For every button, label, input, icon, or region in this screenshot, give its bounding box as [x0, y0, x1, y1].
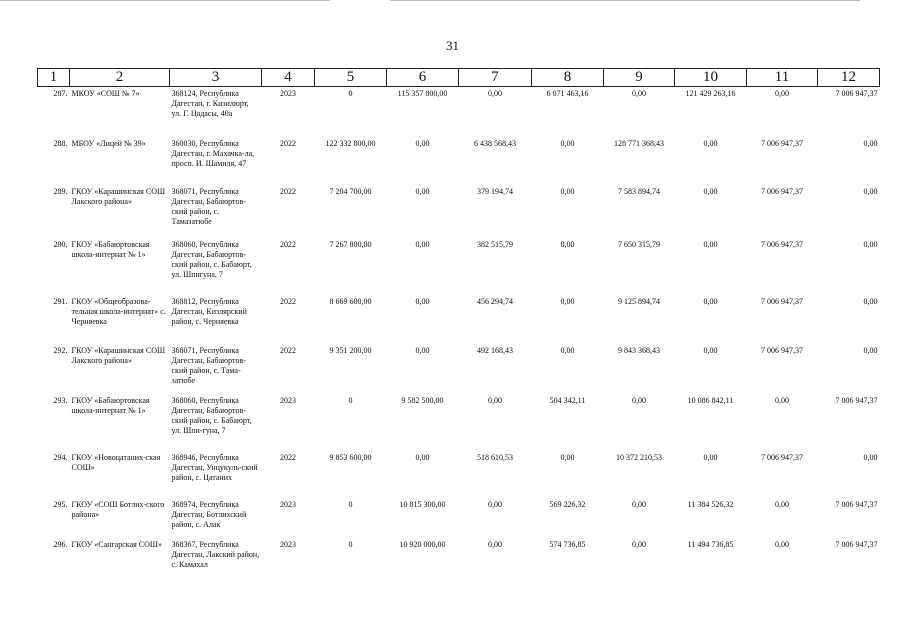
- value-col-5: 7 267 800,00: [329, 239, 372, 249]
- value-col-9: 128 771 368,43: [614, 138, 664, 148]
- value-col-9: 0,00: [632, 499, 646, 509]
- data-table: [37, 68, 880, 578]
- school-name: ГКОУ «СОШ Ботлих-ского района»: [71, 499, 165, 519]
- value-col-6: 0,00: [415, 138, 430, 148]
- page-number: 31: [446, 38, 459, 53]
- value-col-5: 9 351 200,00: [329, 345, 372, 355]
- value-col-10: 0,00: [703, 186, 718, 196]
- value-col-6: 0,00: [415, 296, 430, 306]
- value-col-5: 7 204 700,00: [329, 186, 372, 196]
- value-col-11: 7 006 947,37: [761, 186, 803, 196]
- column-header: 5: [315, 69, 387, 87]
- year-cell: 2022: [280, 239, 296, 249]
- row-number: 290.: [53, 239, 68, 249]
- value-col-8: 0,00: [560, 296, 575, 306]
- value-col-12: 7 006 947,37: [835, 395, 878, 405]
- value-col-10: 121 429 263,16: [685, 89, 736, 98]
- value-col-7: 492 168,43: [477, 345, 513, 355]
- value-col-8: 504 342,11: [549, 395, 586, 405]
- table-row: [38, 185, 880, 238]
- value-col-10: 0,00: [703, 345, 718, 355]
- year-cell: 2022: [280, 452, 296, 462]
- column-header: 1: [38, 69, 70, 87]
- value-col-8: 0,00: [560, 452, 575, 462]
- school-address: 368974, Республика Дагестан, Ботлихский район, с. Алак: [171, 499, 247, 529]
- table-row: [38, 538, 880, 578]
- value-col-9: 0,00: [632, 89, 646, 98]
- column-header: 12: [818, 69, 880, 87]
- value-col-12: 0,00: [863, 138, 878, 148]
- value-col-7: 6 438 568,43: [474, 138, 516, 148]
- value-col-6: 115 357 800,00: [397, 89, 448, 98]
- school-name: ГКОУ «Бабаюртовская школа-интернат № 1»: [71, 239, 150, 259]
- value-col-12: 7 006 947,37: [835, 89, 878, 98]
- value-col-12: 7 006 947,37: [835, 499, 878, 509]
- value-col-11: 0,00: [775, 395, 789, 405]
- school-address: 368124, Республика Дагестан, г. Кизилюрт, ул. Г. Цадасы, 40а: [171, 89, 249, 118]
- table-row: [38, 238, 880, 295]
- value-col-6: 10 815 300,00: [399, 499, 446, 509]
- table-row: [38, 344, 880, 394]
- column-header: 8: [532, 69, 604, 87]
- row-number: 287.: [53, 89, 68, 98]
- value-col-6: 0,00: [415, 239, 430, 249]
- value-col-5: 0: [348, 395, 353, 405]
- year-cell: 2023: [280, 539, 296, 549]
- value-col-12: 0,00: [863, 452, 878, 462]
- value-col-5: 0: [348, 539, 353, 549]
- scan-edge-line: [0, 0, 330, 1]
- value-col-5: 0: [348, 499, 353, 509]
- value-col-10: 11 494 736,85: [687, 539, 734, 549]
- value-col-11: 7 006 947,37: [761, 138, 803, 148]
- value-col-9: 9 843 368,43: [618, 345, 660, 355]
- value-col-5: 122 332 800,00: [325, 138, 376, 148]
- school-name: ГКОУ «Сангарская СОШ»: [71, 539, 162, 549]
- school-name: МКОУ «СОШ № 7»: [71, 89, 140, 98]
- value-col-11: 7 006 947,37: [761, 239, 803, 249]
- school-address: 368060, Республика Дагестан, Бабаюртов-ский район, с. Бабаюрт, ул. Шпигуна, 7: [171, 239, 252, 279]
- value-col-5: 8 669 600,00: [329, 296, 372, 306]
- school-name: ГКОУ «Общеобразова-тельная школа-интернат» с. Черняевка: [71, 296, 166, 326]
- school-address: 368367, Республика Дагестан, Лакский район, с. Камахал: [171, 539, 260, 569]
- value-col-6: 0,00: [415, 452, 430, 462]
- value-col-7: 382 515,79: [477, 239, 513, 249]
- value-col-7: 0,00: [488, 539, 502, 549]
- column-header: 9: [604, 69, 675, 87]
- value-col-7: 0,00: [488, 89, 502, 98]
- school-address: 368060, Республика Дагестан, Бабаюртов-ский район, с. Бабаюрт, ул. Шпи-гуна, 7: [171, 395, 252, 435]
- year-cell: 2023: [280, 499, 296, 509]
- value-col-9: 7 583 894,74: [618, 186, 660, 196]
- table-row: [38, 498, 880, 538]
- column-header: 7: [459, 69, 532, 87]
- table-row: [38, 295, 880, 344]
- value-col-7: 0,00: [488, 499, 502, 509]
- school-address: 368071, Республика Дагестан, Бабаюртов-ский район, с. Тамазатюбе: [171, 186, 246, 226]
- school-address: 360030, Республика Дагестан, г. Махачка-ла, просп. И. Шамиля, 47: [171, 138, 255, 168]
- column-header: 6: [387, 69, 459, 87]
- value-col-5: 9 853 600,00: [329, 452, 372, 462]
- table-row: [38, 451, 880, 498]
- school-address: 368946, Республика Дагестан, Унцукуль-ский район, с. Цатаних: [171, 452, 258, 482]
- value-col-5: 0: [348, 89, 353, 98]
- table-row: [38, 394, 880, 451]
- school-name: ГКОУ «Карашинская СОШ Лакского района»: [71, 186, 166, 206]
- value-col-9: 7 650 315,79: [618, 239, 660, 249]
- scan-edge-line: [390, 0, 860, 1]
- value-col-6: 9 582 500,00: [401, 395, 444, 405]
- school-name: МБОУ «Лицей № 39»: [71, 138, 146, 148]
- school-name: ГКОУ «Карашинская СОШ Лакского района»: [71, 345, 166, 365]
- row-number: 288.: [53, 138, 68, 148]
- value-col-12: 0,00: [863, 186, 878, 196]
- column-header: 4: [262, 69, 315, 87]
- value-col-10: 0,00: [703, 239, 718, 249]
- year-cell: 2022: [280, 345, 296, 355]
- column-header: 3: [170, 69, 262, 87]
- value-col-8: 574 736,85: [549, 539, 586, 549]
- year-cell: 2023: [280, 89, 296, 98]
- value-col-7: 379 194,74: [477, 186, 513, 196]
- column-header: 2: [70, 69, 170, 87]
- value-col-11: 7 006 947,37: [761, 452, 803, 462]
- column-header: 11: [747, 69, 818, 87]
- value-col-10: 0,00: [703, 452, 718, 462]
- value-col-9: 0,00: [632, 395, 646, 405]
- value-col-12: 7 006 947,37: [835, 539, 878, 549]
- row-number: 294.: [53, 452, 68, 462]
- year-cell: 2022: [280, 186, 296, 196]
- value-col-12: 0,00: [863, 296, 878, 306]
- value-col-9: 10 372 210,53: [616, 452, 662, 462]
- value-col-8: 6 071 463,16: [546, 89, 589, 98]
- school-address: 368812, Республика Дагестан, Кизлярский район, с. Черняевка: [171, 296, 247, 326]
- value-col-8: 0,00: [560, 186, 575, 196]
- value-col-6: 0,00: [415, 345, 430, 355]
- value-col-10: 10 086 842,11: [687, 395, 734, 405]
- value-col-11: 0,00: [775, 89, 789, 98]
- year-cell: 2022: [280, 138, 296, 148]
- value-col-7: 456 294,74: [477, 296, 513, 306]
- row-number: 296.: [53, 539, 68, 549]
- value-col-9: 9 125 894,74: [618, 296, 660, 306]
- year-cell: 2022: [280, 296, 296, 306]
- value-col-6: 0,00: [415, 186, 430, 196]
- row-number: 292.: [53, 345, 68, 355]
- row-number: 295.: [53, 499, 68, 509]
- table-row: [38, 87, 880, 137]
- value-col-8: 569 226,32: [549, 499, 586, 509]
- value-col-7: 518 610,53: [477, 452, 513, 462]
- value-col-10: 11 384 526,32: [687, 499, 734, 509]
- value-col-8: 0,00: [560, 138, 575, 148]
- value-col-11: 0,00: [775, 539, 789, 549]
- table-row: [38, 137, 880, 185]
- row-number: 291.: [53, 296, 68, 306]
- value-col-9: 0,00: [632, 539, 646, 549]
- value-col-11: 7 006 947,37: [761, 345, 803, 355]
- school-address: 368071, Республика Дагестан, Бабаюртов-ский район, с. Тама-затюбе: [171, 345, 246, 385]
- column-header: 10: [675, 69, 747, 87]
- table-body: [38, 87, 880, 578]
- column-number-header: [38, 69, 880, 87]
- school-name: ГКОУ «Бабаюртовская школа-интернат № 1»: [71, 395, 150, 415]
- year-cell: 2023: [280, 395, 296, 405]
- school-name: ГКОУ «Новоцатаних-ская СОШ»: [71, 452, 161, 472]
- value-col-6: 10 920 000,00: [399, 539, 446, 549]
- value-col-11: 7 006 947,37: [761, 296, 803, 306]
- value-col-7: 0,00: [488, 395, 502, 405]
- value-col-8: 0,00: [560, 239, 575, 249]
- value-col-10: 0,00: [703, 296, 718, 306]
- row-number: 293.: [53, 395, 68, 405]
- value-col-12: 0,00: [863, 345, 878, 355]
- value-col-11: 0,00: [775, 499, 789, 509]
- value-col-10: 0,00: [703, 138, 718, 148]
- row-number: 289.: [53, 186, 68, 196]
- value-col-12: 0,00: [863, 239, 878, 249]
- value-col-8: 0,00: [560, 345, 575, 355]
